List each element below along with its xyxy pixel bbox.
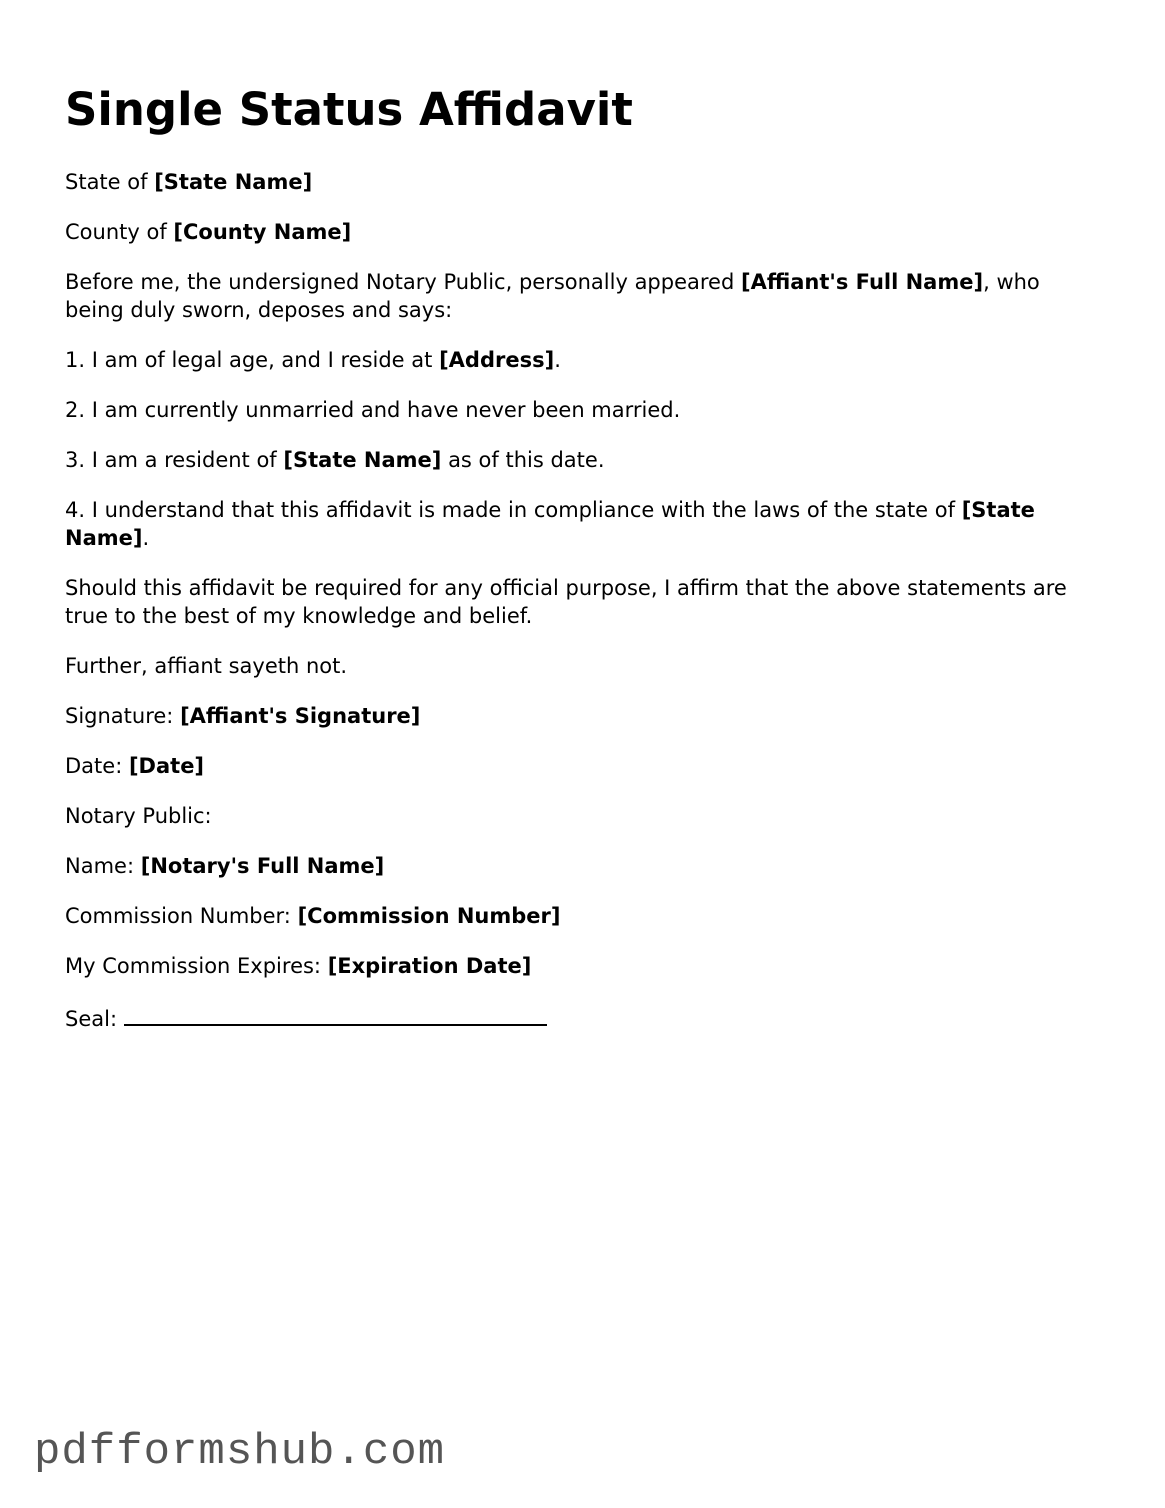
date-line: Date: [Date] bbox=[65, 754, 205, 778]
signature-line: Signature: [Affiant's Signature] bbox=[65, 704, 421, 728]
signature-placeholder: [Affiant's Signature] bbox=[180, 704, 421, 728]
intro-paragraph: Before me, the undersigned Notary Public, personally appeared [Affiant's Full Name], who being duly sworn, deposes and says: bbox=[65, 270, 1040, 322]
county-placeholder: [County Name] bbox=[173, 220, 352, 244]
document-page bbox=[65, 78, 1105, 1055]
notary-name-placeholder: [Notary's Full Name] bbox=[140, 854, 385, 878]
statement-item-3: 3. I am a resident of [State Name] as of this date. bbox=[65, 448, 605, 472]
date-placeholder: [Date] bbox=[128, 754, 205, 778]
further-statement: Further, affiant sayeth not. bbox=[65, 654, 348, 678]
statement-item-4: 4. I understand that this affidavit is made in compliance with the laws of the state of [State Name]. bbox=[65, 498, 1035, 550]
statement-item-2: 2. I am currently unmarried and have never been married. bbox=[65, 398, 681, 422]
seal-line: Seal: bbox=[65, 1002, 1105, 1033]
page-title: Single Status Affidavit bbox=[65, 83, 633, 136]
commission-number-line: Commission Number: [Commission Number] bbox=[65, 904, 561, 928]
seal-blank-line bbox=[124, 1002, 547, 1026]
address-placeholder: [Address] bbox=[439, 348, 555, 372]
official-statement: Should this affidavit be required for any official purpose, I affirm that the above statements are true to the best of my knowledge and belief. bbox=[65, 576, 1067, 628]
county-line: County of [County Name] bbox=[65, 220, 352, 244]
watermark: pdfformshub.com bbox=[34, 1427, 446, 1477]
commission-number-placeholder: [Commission Number] bbox=[297, 904, 561, 928]
statement-item-1: 1. I am of legal age, and I reside at [Address]. bbox=[65, 348, 561, 372]
expiration-date-placeholder: [Expiration Date] bbox=[327, 954, 532, 978]
state-placeholder: [State Name] bbox=[154, 170, 313, 194]
notary-name-line: Name: [Notary's Full Name] bbox=[65, 854, 385, 878]
state-placeholder: [State Name] bbox=[65, 498, 1035, 550]
state-placeholder: [State Name] bbox=[283, 448, 442, 472]
state-line: State of [State Name] bbox=[65, 170, 313, 194]
affiant-name-placeholder: [Affiant's Full Name] bbox=[740, 270, 984, 294]
commission-expires-line: My Commission Expires: [Expiration Date] bbox=[65, 954, 532, 978]
notary-heading: Notary Public: bbox=[65, 804, 212, 828]
